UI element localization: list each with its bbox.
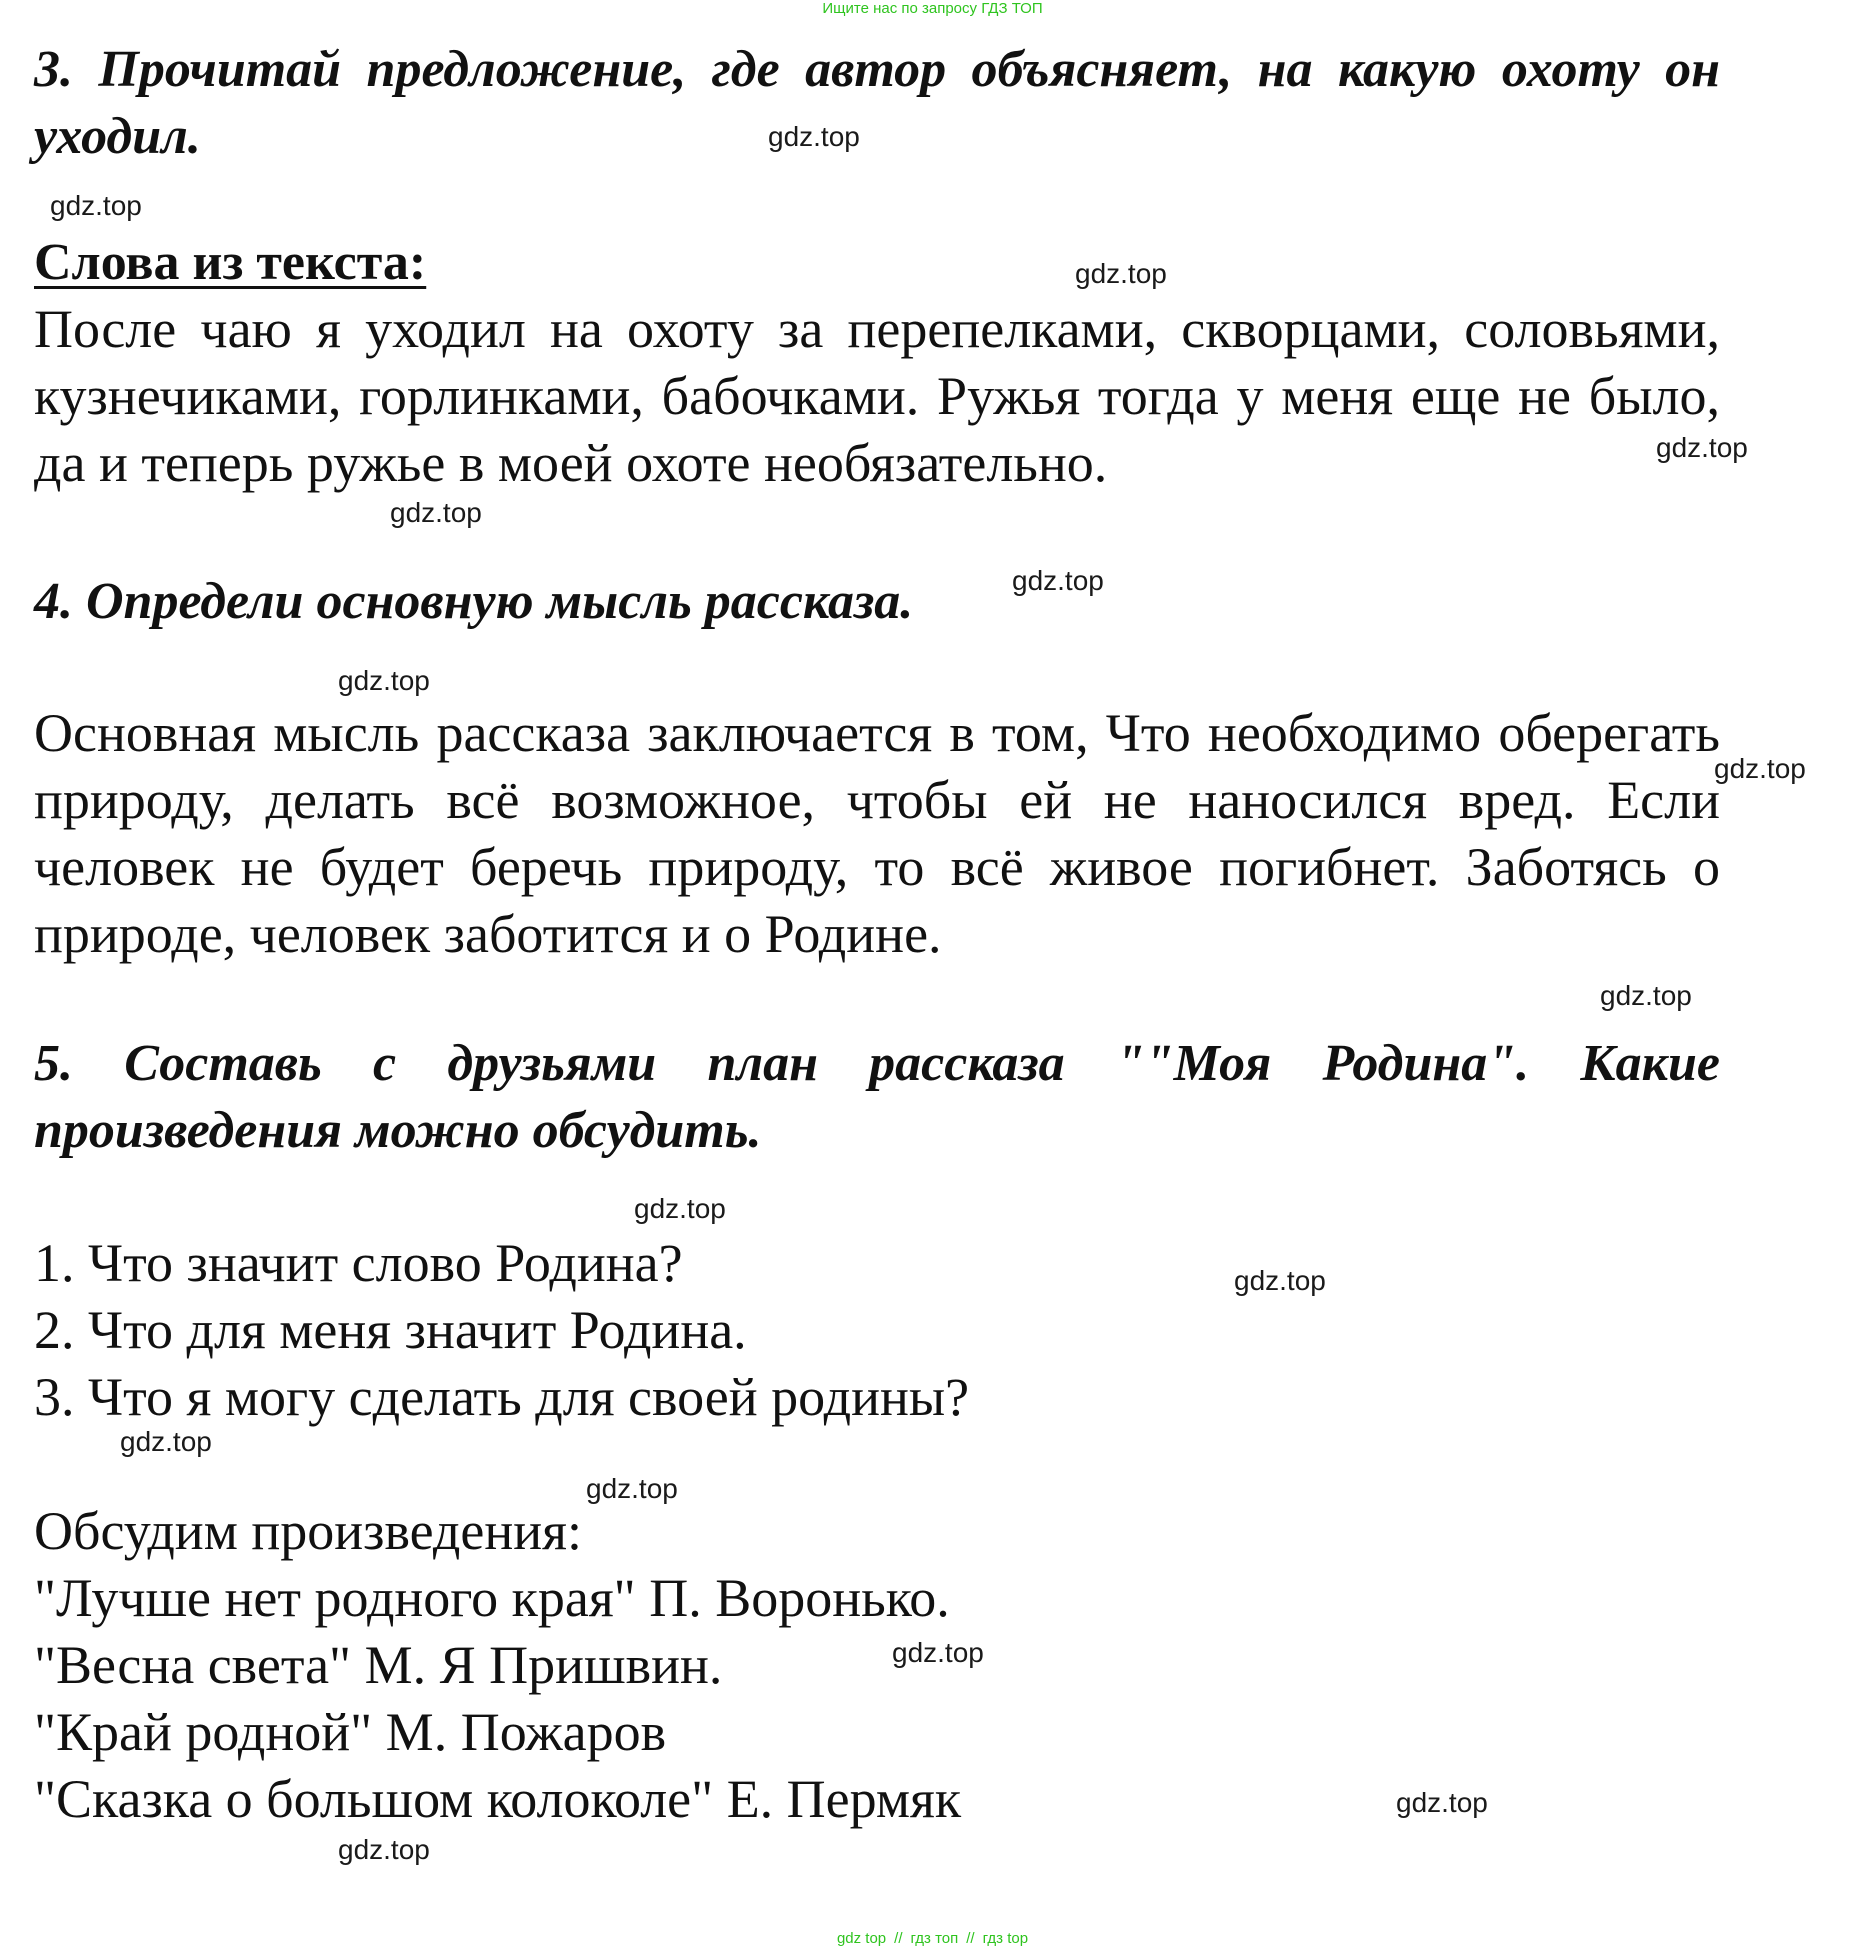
watermark: gdz.top: [338, 1834, 430, 1865]
work-item-2: "Весна света" М. Я Пришвин.: [34, 1635, 723, 1695]
watermark: gdz.top: [50, 190, 142, 221]
watermark: gdz.top: [1234, 1265, 1326, 1296]
watermark: gdz.top: [338, 665, 430, 696]
plan-item-2: 2. Что для меня значит Родина.: [34, 1300, 747, 1360]
work-item-3: "Край родной" М. Пожаров: [34, 1702, 667, 1762]
plan-item-1: 1. Что значит слово Родина?: [34, 1233, 683, 1293]
bottom-banner-item: гдз топ: [910, 1930, 959, 1947]
watermark: gdz.top: [1012, 565, 1104, 596]
watermark: gdz.top: [892, 1637, 984, 1668]
task3-heading: 3. Прочитай предложение, где автор объясняет, на какую охоту он уходил.: [34, 41, 1720, 165]
bottom-banner: gdz top // гдз топ // гдз top: [836, 1930, 1029, 1947]
task5-heading: 5. Составь с друзьями план рассказа ""Моя Родина". Какие произведения можно обсудить.: [34, 1035, 1720, 1159]
task3-subheading: Слова из текста:: [34, 234, 427, 291]
watermark: gdz.top: [1714, 753, 1806, 784]
watermark: gdz.top: [390, 497, 482, 528]
bottom-banner-item: gdz top: [836, 1930, 887, 1947]
watermark: gdz.top: [768, 121, 860, 152]
discuss-title: Обсудим произведения:: [34, 1501, 583, 1561]
task4-heading: 4. Определи основную мысль рассказа.: [34, 573, 914, 630]
task4-text: Основная мысль рассказа заключается в том, Что необходимо оберегать природу, делать всё возможное, чтобы ей не наносился вред. Если человек не будет беречь природу, то всё живое погибнет. Заботясь о природе, человек заботится и о Родине.: [34, 703, 1720, 964]
watermark: gdz.top: [1656, 432, 1748, 463]
plan-item-3: 3. Что я могу сделать для своей родины?: [34, 1367, 970, 1427]
work-item-1: "Лучше нет родного края" П. Воронько.: [34, 1568, 950, 1628]
task3-text: После чаю я уходил на охоту за перепелками, скворцами, соловьями, кузнечиками, горлинками, бабочками. Ружья тогда у меня еще не было, да и теперь ружье в моей охоте необязательно.: [34, 299, 1720, 493]
watermark: gdz.top: [1396, 1787, 1488, 1818]
watermark: gdz.top: [586, 1473, 678, 1504]
work-item-4: "Сказка о большом колоколе" Е. Пермяк: [34, 1769, 962, 1829]
watermark: gdz.top: [1075, 258, 1167, 289]
watermark: gdz.top: [634, 1193, 726, 1224]
bottom-banner-item: гдз top: [982, 1930, 1029, 1947]
watermark: gdz.top: [120, 1426, 212, 1457]
watermark: gdz.top: [1600, 980, 1692, 1011]
top-banner: Ищите нас по запросу ГДЗ ТОП: [822, 0, 1043, 17]
